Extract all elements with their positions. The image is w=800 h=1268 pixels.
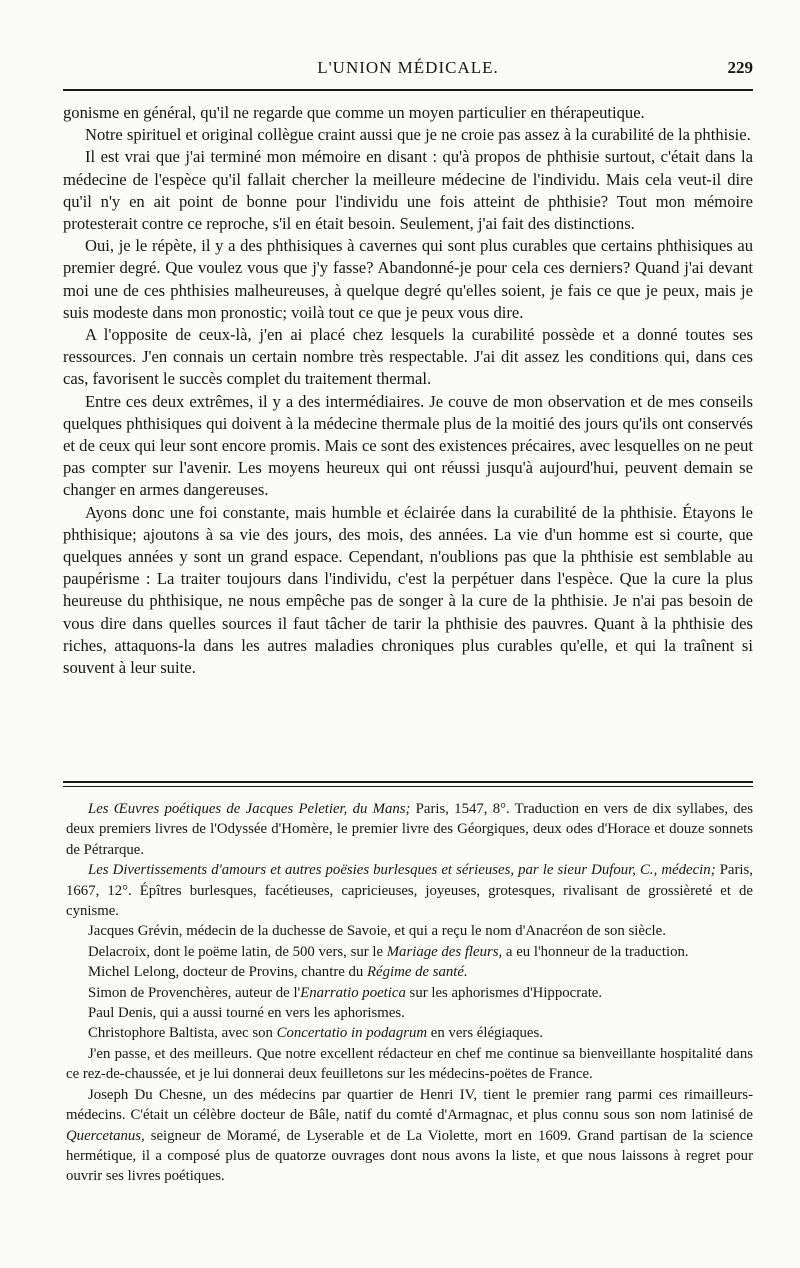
text-run: Paris, 1667, 12°. Épîtres burlesques, facétieuses, capricieuses, joyeuses, grotesques, rivalisant de grossièreté et de cynisme. — [66, 862, 753, 920]
text-run: Notre spirituel et original collègue craint aussi que je ne croie pas assez à la curabilité de la phthisie. — [85, 125, 751, 145]
page-header — [63, 58, 753, 86]
italic-text: Les Divertissements d'amours et autres poësies burlesques et sérieuses, par le sieur Dufour, C., médecin; — [88, 862, 716, 879]
italic-text: Quercetanus, — [66, 1127, 145, 1144]
text-run: Delacroix, dont le poëme latin, de 500 vers, sur le — [88, 943, 387, 960]
note-paragraph — [66, 983, 753, 1003]
text-run: gonisme en général, qu'il ne regarde que comme un moyen particulier en thérapeutique. — [63, 103, 645, 122]
note-paragraph — [66, 1023, 753, 1043]
text-run: Il est vrai que j'ai terminé mon mémoire en disant : qu'à propos de phthisie surtout, c'était dans la médecine de l'espèce qu'il fallait chercher la meilleure médecine de l'individu. Mais cela veut-il dire qu'il n'y en ait point de bonne pour l'individu une fois atteint de phthisie? Tout mon mémoire protesterait contre ce reproche, s'il en était besoin. Seulement, j'ai fait des distinctions. — [63, 147, 753, 234]
text-run: Joseph Du Chesne, un des médecins par quartier de Henri IV, tient le premier rang parmi ces rimailleurs-médecins. C'était un célèbre docteur de Bâle, natif du comté d'Armagnac, et plus connu sous son nom latinisé de — [66, 1086, 753, 1124]
text-run: Oui, je le répète, il y a des phthisiques à cavernes qui sont plus curables que certains phthisiques au premier degré. Que voulez vous que j'y fasse? Abandonné-je pour cela ces derniers? Quand j'ai devant moi une de ces phthisies malheureuses, à quelque degré qu'elles soient, je fais ce que je peux, mais je suis modeste dans mon pronostic; voilà tout ce que je peux vous dire. — [63, 236, 753, 322]
text-run: Paul Denis, qui a aussi tourné en vers les aphorismes. — [88, 1005, 405, 1022]
paragraph — [63, 102, 753, 124]
paragraph — [63, 146, 753, 235]
feuilleton-notes — [66, 799, 753, 1187]
text-run: Jacques Grévin, médecin de la duchesse de Savoie, et qui a reçu le nom d'Anacréon de son siècle. — [88, 923, 666, 940]
journal-title: L'UNION MÉDICALE. — [317, 58, 499, 77]
text-run: Entre ces deux extrêmes, il y a des intermédiaires. Je couve de mon observation et de mes conseils quelques phthisiques qui doivent à la médecine thermale plus de la moitié des jours qu'ils ont conservés et de ceux qui leur sont encore promis. Mais ce sont des existences précaires, avec lesquelles on ne peut pas compter sur l'avenir. Les moyens heureux qui ont réussi jusqu'à aujourd'hui, peuvent demain se changer en armes dangereuses. — [63, 391, 753, 500]
note-paragraph — [66, 799, 753, 860]
text-run: a eu l'honneur de la traduction. — [502, 943, 689, 960]
article-body — [63, 102, 753, 679]
text-run: Simon de Provenchères, auteur de l' — [88, 984, 301, 1001]
italic-text: Régime de santé. — [367, 964, 468, 981]
paragraph — [63, 235, 753, 324]
note-paragraph — [66, 1085, 753, 1187]
paragraph — [63, 391, 753, 502]
note-paragraph — [66, 860, 753, 921]
text-run: Christophore Baltista, avec son — [88, 1025, 277, 1042]
text-run: J'en passe, et des meilleurs. Que notre excellent rédacteur en chef me continue sa bienveillante hospitalité dans ce rez-de-chaussée, et je lui donnerai deux feuilletons sur les médecins-poëtes de France. — [66, 1045, 753, 1083]
note-paragraph — [66, 1003, 753, 1023]
italic-text: Enarratio poetica — [300, 984, 406, 1001]
paragraph — [63, 502, 753, 680]
note-paragraph — [66, 1044, 753, 1085]
text-run: A l'opposite de ceux-là, j'en ai placé chez lesquels la curabilité possède et a donné toutes ses ressources. J'en connais un certain nombre très respectable. J'ai dit assez les conditions qui, dans ces cas, favorisent le succès complet du traitement thermal. — [63, 325, 753, 389]
feuilleton-separator-top — [63, 781, 753, 783]
text-run: Ayons donc une foi constante, mais humble et éclairée dans la curabilité de la phthisie. Étayons le phthisique; ajoutons à sa vie des jours, des mois, des années. La vie d'un homme est si courte, que quelques années y sont un grand espace. Cependant, n'oublions pas que la phthisie est semblable au paupérisme : La traiter toujours dans l'individu, c'est la perpétuer dans l'espèce. Que la cure la plus heureuse du phthisique, ne nous empêche pas de songer à la cure de la phthisie. Je n'ai pas besoin de vous dire dans quelles sources il faut tâcher de tarir la phthisie des pauvres. Quant à la phthisie des riches, attaquons-la dans les autres maladies chroniques plus curables qu'elle, et qui la traînent si souvent à leur suite. — [63, 502, 753, 678]
feuilleton-separator-bottom — [63, 786, 753, 787]
italic-text: Les Œuvres poétiques de Jacques Peletier, du Mans; — [88, 801, 411, 817]
page-number: 229 — [727, 58, 753, 77]
text-run: Paris, 1547, 8°. Traduction en vers de dix syllabes, des deux premiers livres de l'Odyssée d'Homère, le premier livre des Géorgiques, deux odes d'Horace et douze sonnets de Pétrarque. — [66, 801, 754, 858]
italic-text: Mariage des fleurs, — [386, 943, 503, 960]
note-paragraph — [66, 962, 753, 982]
paragraph — [63, 124, 753, 146]
text-run: Michel Lelong, docteur de Provins, chantre du — [88, 964, 368, 981]
header-rule — [63, 89, 753, 91]
note-paragraph — [66, 921, 753, 941]
paragraph — [63, 324, 753, 391]
text-run: seigneur de Moramé, de Lyserable et de La Violette, mort en 1609. Grand partisan de la science hermétique, il a composé plus de quatorze ouvrages dont nous avons la liste, et que nous laissons à regret pour ouvrir ses livres poétiques. — [66, 1127, 753, 1185]
note-paragraph — [66, 942, 753, 962]
text-run: sur les aphorismes d'Hippocrate. — [405, 984, 603, 1001]
text-run: en vers élégiaques. — [427, 1025, 543, 1042]
italic-text: Concertatio in podagrum — [276, 1025, 428, 1042]
